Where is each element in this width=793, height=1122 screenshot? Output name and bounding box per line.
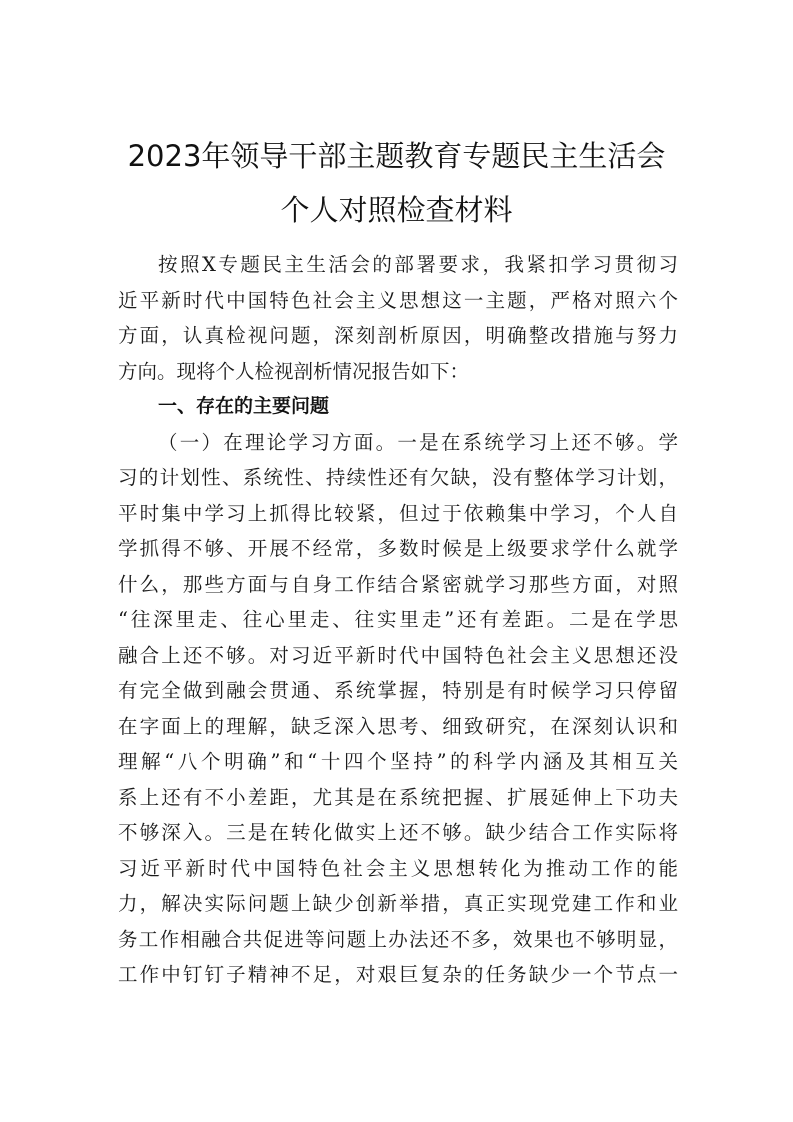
section-line: 系上还有不小差距，尤其是在系统把握、扩展延伸上下功夫 bbox=[118, 785, 678, 809]
section-line: 理解“八个明确”和“十四个坚持”的科学内涵及其相互关 bbox=[118, 750, 678, 773]
section-line: 融合上还不够。对习近平新时代中国特色社会主义思想还没 bbox=[118, 643, 678, 667]
section-line: 习近平新时代中国特色社会主义思想转化为推动工作的能 bbox=[118, 856, 678, 880]
intro-line: 按照X专题民主生活会的部署要求，我紧扣学习贯彻习 bbox=[158, 253, 678, 276]
section-line: 不够深入。三是在转化做实上还不够。缺少结合工作实际将 bbox=[118, 821, 678, 844]
section-heading: 一、存在的主要问题 bbox=[158, 395, 330, 417]
document-title-line-1: 2023年领导干部主题教育专题民主生活会 bbox=[127, 139, 666, 173]
intro-line: 方面，认真检视问题，深刻剖析原因，明确整改措施与努力 bbox=[118, 324, 678, 347]
section-line: 什么，那些方面与自身工作结合紧密就学习那些方面，对照 bbox=[118, 572, 678, 596]
section-line: 学抓得不够、开展不经常，多数时候是上级要求学什么就学 bbox=[118, 537, 678, 560]
intro-line: 近平新时代中国特色社会主义思想这一主题，严格对照六个 bbox=[118, 288, 678, 312]
section-line: （一）在理论学习方面。一是在系统学习上还不够。学 bbox=[158, 430, 678, 454]
section-line: “往深里走、往心里走、往实里走”还有差距。二是在学思 bbox=[118, 608, 678, 631]
section-line: 务工作相融合共促进等问题上办法还不多，效果也不够明显， bbox=[118, 927, 678, 951]
section-line: 有完全做到融会贯通、系统掌握，特别是有时候学习只停留 bbox=[118, 679, 678, 702]
section-line: 工作中钉钉子精神不足，对艰巨复杂的任务缺少一个节点一 bbox=[118, 963, 678, 986]
section-line: 平时集中学习上抓得比较紧，但过于依赖集中学习，个人自 bbox=[118, 501, 678, 525]
document-title-line-2: 个人对照检查材料 bbox=[280, 193, 513, 227]
section-line: 力，解决实际问题上缺少创新举措，真正实现党建工作和业 bbox=[118, 892, 678, 915]
section-line: 在字面上的理解，缺乏深入思考、细致研究，在深刻认识和 bbox=[118, 714, 678, 738]
intro-line: 方向。现将个人检视剖析情况报告如下： bbox=[118, 359, 470, 383]
intro-paragraph bbox=[118, 247, 678, 993]
section-line: 习的计划性、系统性、持续性还有欠缺，没有整体学习计划， bbox=[118, 466, 678, 489]
